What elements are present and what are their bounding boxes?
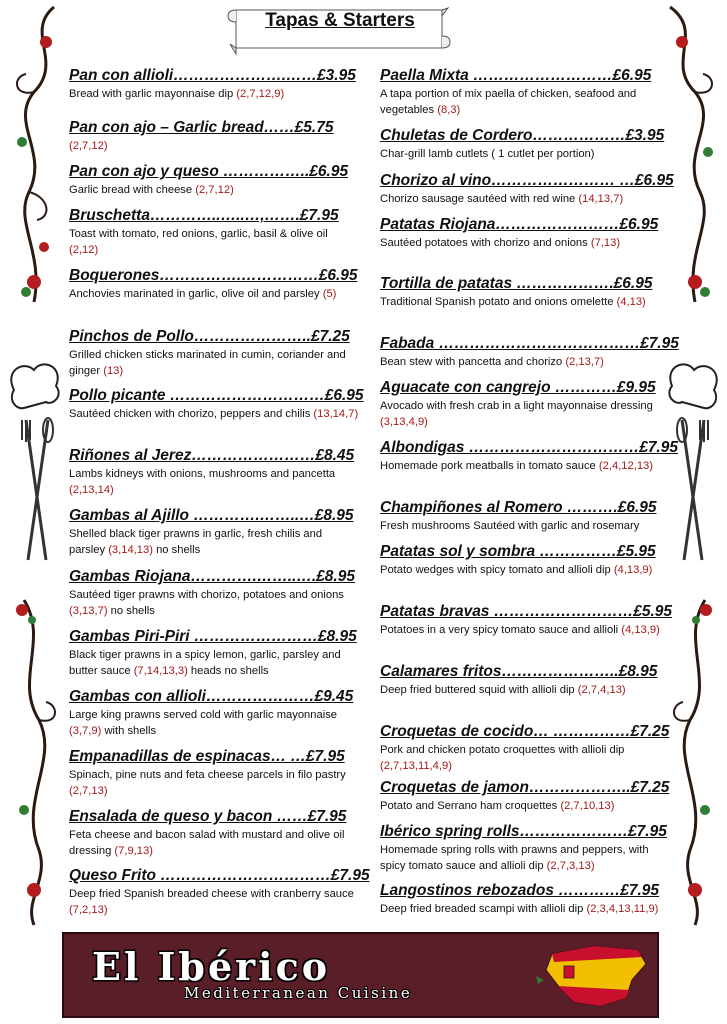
menu-item	[380, 662, 665, 699]
menu-item	[69, 446, 359, 498]
chef-hat-cutlery-icon	[2, 360, 68, 570]
item-name: Croquetas de cocido… ……………£7.25	[380, 723, 670, 740]
item-name: Riñones al Jerez……………………£8.45	[69, 447, 355, 464]
item-name: Queso Frito ……………………………£7.95	[69, 867, 370, 884]
menu-item	[69, 266, 359, 303]
item-name: Calamares fritos…………………..£8.95	[380, 663, 658, 680]
item-description: Deep fried buttered squid with allioli dip (2,7,4,13)	[380, 684, 626, 696]
item-name: Ibérico spring rolls…………………£7.95	[380, 823, 667, 840]
item-description: Bread with garlic mayonnaise dip (2,7,12,9)	[69, 88, 285, 100]
item-name: Croquetas de jamon………………..£7.25	[380, 779, 670, 796]
allergens: (2,7,12,9)	[236, 88, 285, 100]
swirl-bottom-left-icon	[4, 590, 70, 930]
menu-item	[69, 162, 359, 199]
allergens: (5)	[322, 288, 337, 300]
menu-item	[380, 778, 670, 815]
item-name: Fabada …………………………………£7.95	[380, 335, 679, 352]
item-description: Deep fried Spanish breaded cheese with cranberry sauce (7,2,13)	[69, 888, 354, 916]
menu-item	[380, 722, 670, 774]
item-description: Homemade spring rolls with prawns and peppers, with spicy tomato sauce and allioli dip (2,7,3,13)	[380, 844, 649, 872]
item-description: A tapa portion of mix paella of chicken, seafood and vegetables (8,3)	[380, 88, 637, 116]
item-name: Gambas con allioli…………………£9.45	[69, 688, 354, 705]
item-description: Sautéed potatoes with chorizo and onions (7,13)	[380, 237, 621, 249]
allergens: (7,14,13,3)	[133, 664, 188, 677]
item-name: Chuletas de Cordero………………£3.95	[380, 127, 665, 144]
item-name: Pan con allioli………………….……£3.95	[69, 67, 356, 84]
allergens: (8,3)	[437, 103, 461, 116]
allergens: (2,7,3,13)	[546, 859, 595, 872]
allergens: (2,7,13,11,4,9)	[380, 759, 452, 772]
menu-item	[380, 66, 665, 118]
allergens: (3,7,9)	[69, 724, 102, 737]
item-name: Tortilla de patatas ……………….£6.95	[380, 275, 653, 292]
item-name: Pinchos de Pollo…………………..£7.25	[69, 328, 350, 345]
brand-footer	[62, 932, 659, 1018]
menu-item	[380, 602, 673, 639]
item-description: Spinach, pine nuts and feta cheese parcels in filo pastry (2,7,13)	[69, 769, 346, 797]
item-description: Garlic bread with cheese (2,7,12)	[69, 184, 234, 196]
item-description: Large king prawns served cold with garlic mayonnaise (3,7,9) with shells	[69, 709, 338, 737]
item-description: Black tiger prawns in a spicy lemon, garlic, parsley and butter sauce (7,14,13,3) heads no shells	[69, 649, 341, 677]
allergens: (2,13,14)	[69, 483, 114, 496]
allergens: (13)	[103, 364, 124, 377]
menu-item	[69, 807, 359, 859]
item-description: Char-grill lamb cutlets ( 1 cutlet per portion)	[380, 148, 595, 160]
spanish-flag-map-icon	[534, 940, 654, 1012]
menu-item	[69, 687, 359, 739]
item-name: Patatas sol y sombra ……………£5.95	[380, 543, 656, 560]
allergens: (2,7,4,13)	[577, 684, 626, 696]
swirl-top-left-icon	[4, 2, 72, 342]
menu-item	[380, 542, 665, 579]
menu-item	[380, 378, 665, 430]
item-name: Aguacate con cangrejo …………£9.95	[380, 379, 656, 396]
item-description: Shelled black tiger prawns in garlic, fresh chilis and parsley (3,14,13) no shells	[69, 528, 323, 556]
item-name: Pan con ajo – Garlic bread……£5.75	[69, 119, 334, 136]
menu-item	[380, 438, 678, 475]
brand-name: El Ibérico	[92, 944, 331, 989]
menu-item	[69, 627, 359, 679]
menu-item	[69, 66, 359, 103]
item-name: Gambas Riojana………….……..….£8.95	[69, 568, 355, 585]
menu-item	[380, 126, 665, 163]
item-name: Bruschetta…………..…..…,…….£7.95	[69, 207, 339, 224]
item-name: Ensalada de queso y bacon ……£7.95	[69, 808, 347, 825]
item-description: Pork and chicken potato croquettes with allioli dip (2,7,13,11,4,9)	[380, 744, 625, 772]
item-name: Pan con ajo y queso ……………..£6.95	[69, 163, 349, 180]
item-description: Sautéed tiger prawns with chorizo, potatoes and onions (3,13,7) no shells	[69, 589, 344, 617]
menu-item	[69, 747, 359, 799]
allergens: (4,13)	[616, 296, 646, 308]
menu-item	[69, 506, 359, 558]
allergens: (7,13)	[590, 237, 621, 249]
swirl-bottom-right-icon	[660, 590, 724, 930]
item-description: Potato and Serrano ham croquettes (2,7,10,13)	[380, 800, 615, 812]
menu-item	[380, 822, 665, 874]
allergens: (2,7,10,13)	[560, 800, 615, 812]
item-description	[69, 139, 359, 155]
item-name: Albondigas ……………………………£7.95	[380, 439, 678, 456]
menu-item	[69, 327, 359, 379]
allergens: (3,14,13)	[108, 543, 153, 556]
allergens: (7,2,13)	[69, 903, 108, 916]
allergens: (2,7,12)	[195, 184, 234, 196]
item-name: Pollo picante …………………………£6.95	[69, 387, 364, 404]
menu-item	[380, 498, 665, 535]
item-name: Langostinos rebozados …………£7.95	[380, 882, 660, 899]
item-name: Patatas Riojana……………………£6.95	[380, 216, 659, 233]
item-description: Grilled chicken sticks marinated in cumin, coriander and ginger (13)	[69, 349, 346, 377]
item-name: Champiñones al Romero ……….£6.95	[380, 499, 657, 516]
allergens: (13,14,7)	[313, 408, 359, 420]
menu-item	[380, 215, 665, 252]
allergens: (4,13,9)	[621, 624, 660, 636]
menu-item	[69, 118, 359, 155]
allergens: (2,12)	[69, 243, 99, 256]
item-name: Patatas bravas ………………………£5.95	[380, 603, 673, 620]
menu-item	[69, 386, 364, 423]
menu-item	[380, 171, 674, 208]
item-name: Gambas al Ajillo ………….……..…£8.95	[69, 507, 354, 524]
item-description: Chorizo sausage sautéed with red wine (14,13,7)	[380, 193, 624, 205]
item-description: Potato wedges with spicy tomato and allioli dip (4,13,9)	[380, 564, 653, 576]
item-description: Traditional Spanish potato and onions omelette (4,13)	[380, 296, 646, 308]
allergens: (2,7,13)	[69, 784, 108, 797]
brand-tagline: Mediterranean Cuisine	[184, 984, 413, 1002]
allergens: (2,13,7)	[565, 356, 604, 368]
menu-item	[380, 274, 665, 311]
menu-item	[380, 334, 679, 371]
item-name: Paella Mixta ………………………£6.95	[380, 67, 652, 84]
item-description: Deep fried breaded scampi with allioli dip (2,3,4,13,11,9)	[380, 903, 659, 915]
item-description: Potatoes in a very spicy tomato sauce and allioli (4,13,9)	[380, 624, 660, 636]
allergens: (2,4,12,13)	[598, 460, 653, 472]
menu-item	[69, 866, 370, 918]
item-description: Homemade pork meatballs in tomato sauce (2,4,12,13)	[380, 460, 653, 472]
menu-item	[69, 206, 359, 258]
allergens: (2,3,4,13,11,9)	[586, 903, 659, 915]
item-description: Fresh mushrooms Sautéed with garlic and rosemary	[380, 520, 640, 532]
item-name: Chorizo al vino…………………… …£6.95	[380, 172, 674, 189]
menu-item	[69, 567, 359, 619]
item-description: Lambs kidneys with onions, mushrooms and pancetta (2,13,14)	[69, 468, 336, 496]
chef-hat-cutlery-icon	[662, 360, 726, 570]
item-name: Gambas Piri-Piri ……………………£8.95	[69, 628, 357, 645]
allergens: (7,9,13)	[114, 844, 153, 857]
page-title: Tapas & Starters	[265, 10, 415, 31]
item-description: Bean stew with pancetta and chorizo (2,13,7)	[380, 356, 604, 368]
allergens: (2,7,12)	[69, 140, 108, 152]
menu-item	[380, 881, 665, 918]
item-description: Feta cheese and bacon salad with mustard and olive oil dressing (7,9,13)	[69, 829, 345, 857]
item-description: Anchovies marinated in garlic, olive oil and parsley (5)	[69, 288, 337, 300]
allergens: (3,13,7)	[69, 604, 108, 617]
item-description: Sautéed chicken with chorizo, peppers and chilis (13,14,7)	[69, 408, 359, 420]
allergens: (3,13,4,9)	[380, 415, 428, 428]
allergens: (4,13,9)	[613, 564, 653, 576]
item-name: Boquerones…………….……………£6.95	[69, 267, 358, 284]
item-name: Empanadillas de espinacas… …£7.95	[69, 748, 345, 765]
item-description: Avocado with fresh crab in a light mayonnaise dressing (3,13,4,9)	[380, 400, 653, 428]
allergens: (14,13,7)	[578, 193, 624, 205]
item-description: Toast with tomato, red onions, garlic, basil & olive oil (2,12)	[69, 228, 328, 256]
